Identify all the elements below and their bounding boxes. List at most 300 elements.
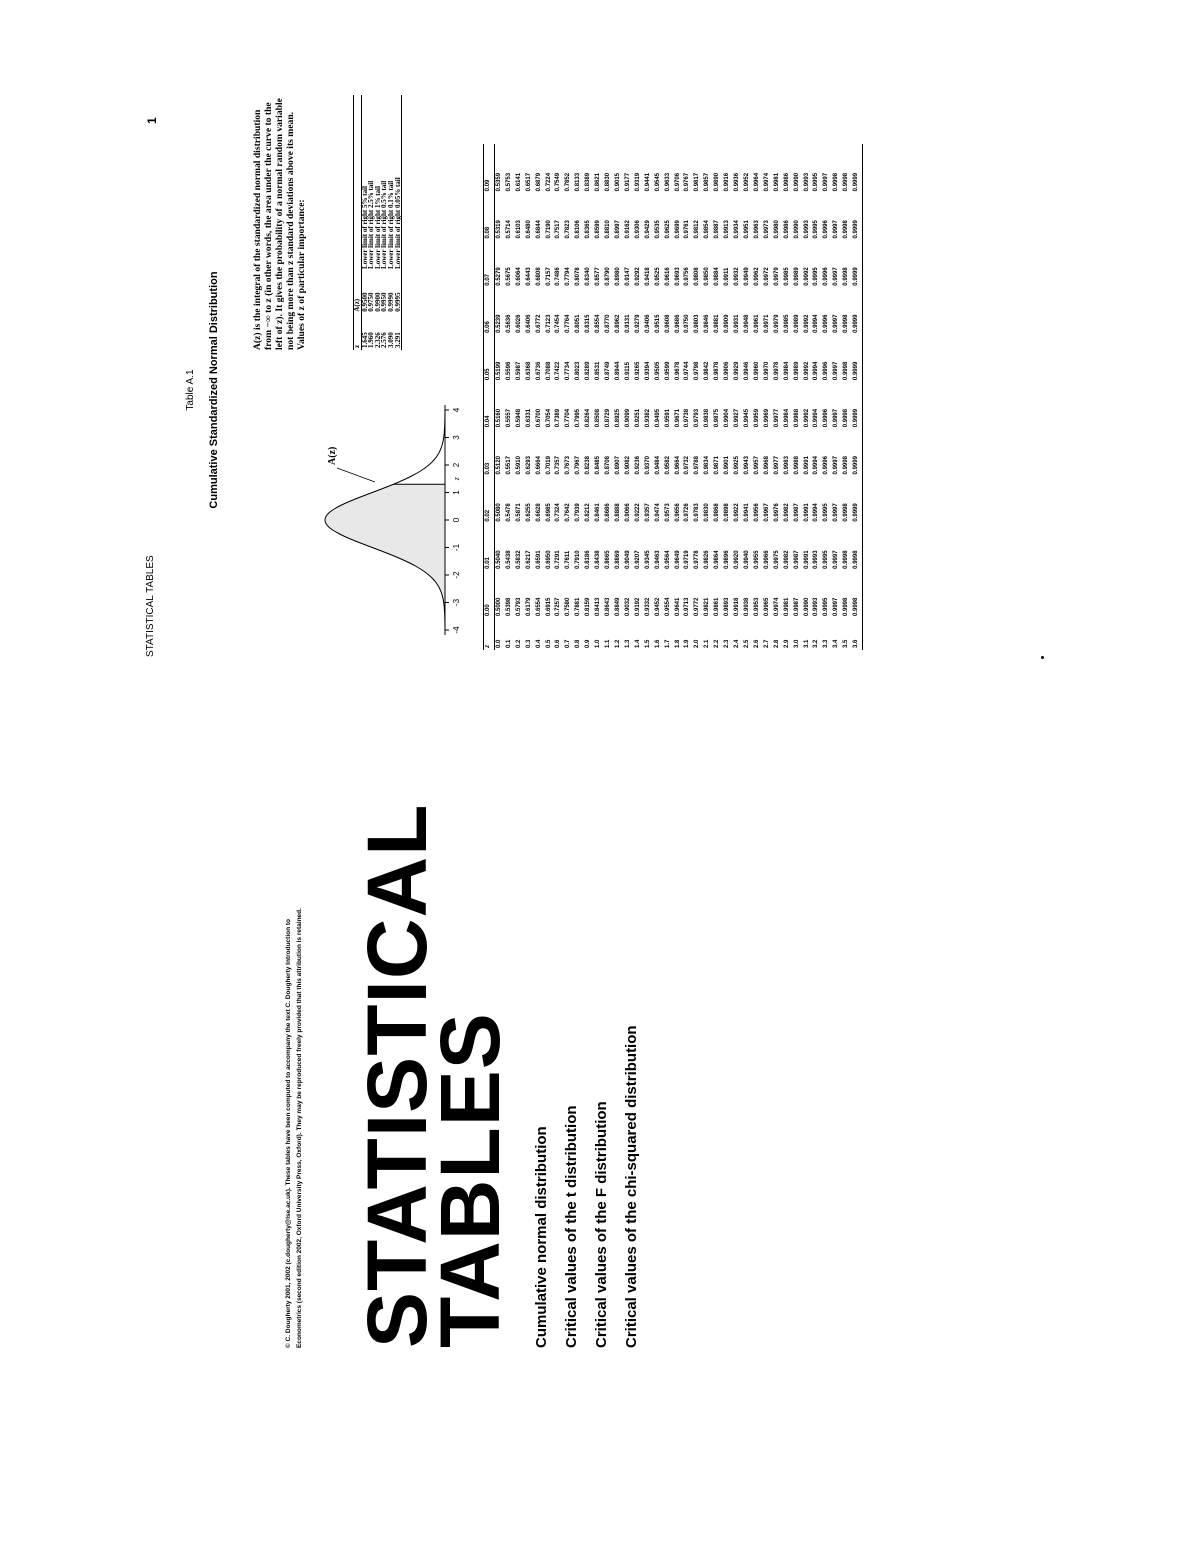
normal-table-cell: 0.9599: [664, 361, 671, 381]
key-values-cell: 0.9950: [380, 292, 389, 312]
normal-table-cell: 0.5832: [515, 550, 522, 569]
normal-table-cell: 0.9772: [694, 597, 701, 616]
normal-table-cell: 0.9864: [714, 550, 721, 569]
normal-table-cell: 0.9997: [833, 314, 840, 333]
normal-table-cell: 0.9956: [753, 503, 760, 522]
normal-table-cell: 0.9977: [773, 408, 780, 428]
normal-table-cell: 0.9192: [634, 597, 641, 616]
normal-table-cell: 0.9994: [813, 503, 820, 522]
normal-table-cell: 0.5120: [495, 456, 502, 475]
normal-table-cell: 0.5319: [495, 220, 502, 239]
normal-table-cell: 0.8212: [585, 503, 592, 522]
contents-item: Critical values of the chi-squared distribution: [623, 1025, 640, 1348]
normal-table-cell: 0.7673: [565, 456, 572, 475]
normal-table-cell: 0.7517: [555, 220, 562, 239]
normal-table-cell: 2.6: [753, 639, 760, 648]
normal-table-cell: 0.5199: [495, 361, 502, 381]
normal-table-cell: 0.9997: [833, 220, 840, 239]
normal-table-cell: 0.9732: [684, 456, 691, 475]
normal-table-cell: 0.5871: [515, 503, 522, 522]
key-values-cell: 0.9750: [367, 292, 376, 312]
normal-table-cell: 0.9972: [763, 267, 770, 286]
normal-table-cell: 0.9989: [793, 314, 800, 333]
normal-table-row: [594, 144, 604, 650]
normal-table-cell: 0.9929: [734, 361, 741, 381]
normal-table-cell: 0.7549: [555, 172, 562, 192]
normal-table-cell: 0.9999: [853, 267, 860, 286]
normal-table-cell: 0.9990: [793, 172, 800, 192]
normal-table-cell: 0.7486: [555, 267, 562, 286]
normal-table-cell: 0.9236: [634, 456, 641, 475]
normal-table-cell: 0.8665: [605, 550, 612, 569]
normal-table-cell: 0.9999: [853, 503, 860, 522]
normal-table-cell: 0.9977: [773, 456, 780, 475]
normal-table-row: [723, 144, 733, 650]
footnote-line: © C. Dougherty 2001, 2002 (c.dougherty@lse.ac.uk). These tables have been computed to accompany the text C. Dougherty Introduction to: [285, 918, 292, 1348]
stray-dot: [1041, 656, 1044, 659]
normal-table-cell: 0.9963: [753, 220, 760, 239]
normal-table-cell: 0.9945: [743, 408, 750, 428]
normal-table-cell: 1.4: [634, 639, 641, 648]
normal-table-cell: 0.9995: [823, 550, 830, 569]
normal-table-cell: 0.9971: [763, 314, 770, 333]
normal-table-cell: 0.9131: [624, 314, 631, 333]
curve-tick-label: 1: [452, 490, 461, 495]
normal-table-cell: 0.7967: [575, 456, 582, 475]
normal-table-cell: 2.2: [714, 639, 721, 648]
normal-table-row: [793, 144, 803, 650]
normal-table-cell: 0.9616: [664, 267, 671, 286]
normal-table-cell: 0.6331: [525, 408, 532, 428]
normal-table-cell: 0.9162: [624, 220, 631, 239]
normal-table-cell: 0.9901: [724, 456, 731, 475]
key-values-cell: 0.9990: [386, 292, 395, 312]
normal-table-cell: 0.6141: [515, 172, 522, 192]
normal-table-cell: 0.7257: [555, 597, 562, 616]
contents-item: Critical values of the F distribution: [593, 1101, 610, 1348]
normal-table-cell: 0.9147: [624, 267, 631, 286]
normal-table-cell: 0.8413: [595, 597, 602, 616]
normal-table-row: [683, 144, 693, 650]
normal-table-cell: 0.9713: [684, 597, 691, 616]
normal-table-cell: 0.9906: [724, 361, 731, 381]
curve-label-pointer: [337, 468, 375, 482]
normal-table-cell: 0.9998: [843, 220, 850, 239]
normal-table-cell: 0.9985: [783, 267, 790, 286]
normal-table-cell: 0.9993: [803, 220, 810, 239]
normal-table-cell: 0.8621: [595, 172, 602, 192]
normal-table-cell: 0.9979: [773, 314, 780, 333]
normal-table-cell: 0.9998: [843, 267, 850, 286]
normal-table-row: [753, 144, 763, 650]
normal-table-row: [584, 144, 594, 650]
normal-table-cell: 0.9332: [644, 597, 651, 616]
normal-table-cell: 0.9878: [714, 361, 721, 381]
normal-table-cell: 0.7611: [565, 550, 572, 569]
normal-table-cell: 0.8849: [614, 597, 621, 616]
table-label: Table A.1: [185, 369, 196, 411]
normal-table-cell: 0.8925: [614, 408, 621, 428]
normal-table-cell: 0.5000: [495, 597, 502, 616]
normal-table-cell: 0.8531: [595, 361, 602, 381]
normal-table-cell: 0.9099: [624, 408, 631, 428]
normal-table-cell: 0.9931: [734, 314, 741, 333]
normal-table-cell: 2.7: [763, 639, 770, 648]
normal-table-cell: 0.8997: [614, 220, 621, 239]
normal-table-cell: 0.9904: [724, 408, 731, 428]
normal-table-row: [644, 144, 654, 650]
key-values-cell: 3.291: [393, 332, 402, 348]
normal-table-cell: 0.9573: [664, 503, 671, 522]
key-values-cell: Lower limit of right 5% tail: [360, 186, 369, 269]
normal-table-cell: 0.9893: [724, 597, 731, 616]
normal-table-cell: 0.9495: [654, 408, 661, 428]
header-cell: A(z): [353, 298, 361, 312]
shaded-area: [325, 484, 445, 630]
normal-table-cell: 0.9767: [684, 172, 691, 192]
normal-table-cell: 0.9970: [763, 361, 770, 381]
normal-table-cell: 0.9992: [803, 267, 810, 286]
normal-table-cell: 0.9515: [654, 314, 661, 333]
normal-table-header-row: [484, 144, 495, 650]
normal-table-cell: 0.9857: [704, 172, 711, 192]
normal-table-cell: 0.9998: [843, 361, 850, 381]
normal-table-cell: 0.8133: [575, 172, 582, 192]
normal-table-cell: 0.9641: [674, 597, 681, 616]
normal-table-cell: 0.9292: [634, 267, 641, 286]
normal-table-cell: 0.7324: [555, 503, 562, 522]
normal-table-cell: 0.6844: [535, 220, 542, 239]
normal-table-cell: 0.6554: [535, 597, 542, 616]
normal-table-cell: 0.6480: [525, 220, 532, 239]
normal-table-cell: 0.9222: [634, 503, 641, 522]
normal-table-cell: 0.9778: [694, 550, 701, 569]
normal-table-cell: 0.5714: [505, 220, 512, 239]
normal-table-cell: 0.7995: [575, 408, 582, 428]
normal-table-cell: 0.9994: [813, 314, 820, 333]
normal-table-header-cell: 0.09: [485, 179, 491, 192]
normal-table-cell: 0.9974: [773, 597, 780, 616]
normal-table-cell: 0.7734: [565, 361, 572, 381]
normal-table-row: [564, 144, 574, 650]
normal-table-cell: 0.9115: [624, 362, 631, 381]
normal-table-cell: 0.9994: [813, 456, 820, 475]
normal-table-cell: 0.9998: [843, 314, 850, 333]
normal-table-cell: 0.5279: [495, 267, 502, 286]
normal-table-cell: 0.9987: [793, 503, 800, 522]
normal-table-cell: 0.9984: [783, 408, 790, 428]
normal-table-row: [505, 144, 515, 650]
normal-table-cell: 0.8980: [614, 267, 621, 286]
normal-table-cell: 0.9909: [724, 314, 731, 333]
normal-table-cell: 0.5596: [505, 361, 512, 381]
normal-table-cell: 0.9649: [674, 550, 681, 569]
key-values-cell: 3.090: [386, 332, 395, 348]
normal-table-row: [832, 144, 842, 650]
normal-table-cell: 0.9920: [734, 550, 741, 569]
normal-table-row: [614, 144, 624, 650]
normal-table-cell: 0.9925: [734, 456, 741, 475]
table-caption: [185, 90, 220, 690]
normal-table-cell: 0.9999: [853, 456, 860, 475]
normal-table-cell: 0.9995: [823, 597, 830, 616]
normal-table-cell: 1.2: [614, 639, 621, 648]
normal-table-cell: 0.9821: [704, 597, 711, 616]
normal-table-row: [763, 144, 773, 650]
normal-table-cell: 0.7357: [555, 456, 562, 475]
normal-table-cell: 0.7019: [545, 456, 552, 475]
normal-table-cell: 0.8365: [585, 220, 592, 239]
key-values-cell: Lower limit of right 0.5% tail: [380, 180, 389, 269]
normal-table-cell: 0.9633: [664, 172, 671, 192]
curve-tick-label: -4: [452, 626, 461, 634]
key-values-table-wrap: [353, 95, 402, 350]
normal-table-cell: 0.8264: [585, 408, 592, 428]
normal-table-cell: 0.9989: [793, 361, 800, 381]
normal-table-cell: 0.9890: [714, 172, 721, 192]
normal-table-cell: 0.5040: [495, 550, 502, 569]
contents-item: Critical values of the t distribution: [563, 1105, 580, 1348]
normal-table-header-cell: 0.07: [485, 274, 491, 286]
curve-tick-label: -3: [452, 598, 461, 607]
normal-table-cell: 0.9808: [694, 267, 701, 286]
normal-curve-figure: [305, 400, 465, 640]
normal-table-cell: 0.9994: [813, 361, 820, 381]
normal-table-cell: 0.9798: [694, 361, 701, 381]
cover-title-line2: TABLES: [423, 1012, 517, 1348]
normal-table-cell: 0.8770: [605, 314, 612, 333]
normal-table-cell: 0.9265: [634, 361, 641, 381]
normal-table-cell: 0.9969: [763, 408, 770, 428]
key-values-cell: 0.9995: [393, 292, 402, 312]
key-values-cell: Lower limit of right 0.05% tail: [393, 177, 402, 269]
normal-table-row: [634, 144, 644, 650]
normal-table-cell: 0.9817: [694, 172, 701, 192]
normal-table-cell: 0.5910: [515, 456, 522, 475]
key-values-cell: 1.960: [367, 332, 376, 348]
normal-table-cell: 0.8438: [595, 550, 602, 569]
normal-table-cell: 0.9838: [704, 408, 711, 428]
normal-table-cell: 0.9850: [704, 267, 711, 286]
normal-table-cell: 0.9988: [793, 456, 800, 475]
curve-tick-label: 0: [452, 517, 461, 523]
normal-table-cell: 0.6064: [515, 267, 522, 286]
normal-table-cell: 0.4: [535, 639, 542, 648]
normal-table-cell: 0.5398: [505, 597, 512, 616]
normal-table-cell: 0.7580: [565, 597, 572, 616]
normal-table-cell: 0.8749: [605, 361, 612, 381]
normal-table-cell: 0.9990: [803, 597, 810, 616]
normal-table-cell: 0.7088: [545, 361, 552, 381]
key-values-cell: 1.645: [360, 332, 369, 348]
normal-table-cell: 0.5080: [495, 503, 502, 522]
normal-table-cell: 0.9783: [694, 503, 701, 522]
normal-table-cell: 0.9793: [694, 408, 701, 428]
normal-table-row: [574, 144, 584, 650]
normal-table-cell: 1.1: [605, 639, 612, 648]
normal-table-row: [822, 144, 832, 650]
normal-table-cell: 0.9032: [624, 597, 631, 616]
curve-area-label: A(z): [327, 446, 338, 465]
normal-table-cell: 0.8461: [595, 503, 602, 522]
normal-table-cell: 0.9564: [664, 550, 671, 569]
normal-table-cell: 0.8830: [605, 172, 612, 192]
normal-table-row: [693, 144, 703, 650]
key-values-cell: 0.9900: [373, 292, 382, 312]
normal-table-cell: 2.5: [743, 639, 750, 648]
curve-z-label: z: [452, 477, 461, 481]
normal-table-cell: 0.7157: [545, 267, 552, 286]
normal-table-cell: 0.9973: [763, 220, 770, 239]
normal-table-cell: 0.9996: [823, 314, 830, 333]
normal-table-cell: 0.9999: [853, 220, 860, 239]
normal-table-cell: 0.9474: [654, 503, 661, 522]
normal-table-cell: 3.3: [823, 639, 830, 648]
normal-table-cell: 0.9965: [763, 597, 770, 616]
normal-table-cell: 0.9418: [644, 267, 651, 286]
normal-table-cell: 0.9279: [634, 314, 641, 333]
normal-table-cell: 0.8577: [595, 267, 602, 286]
normal-table-row: [733, 144, 743, 650]
normal-table-cell: 0.6368: [525, 361, 532, 381]
normal-table-cell: 0.8888: [614, 503, 621, 522]
normal-table-cell: 0.9998: [843, 172, 850, 192]
normal-table-cell: 2.0: [694, 639, 701, 648]
normal-table-row: [624, 144, 634, 650]
normal-table-row: [783, 144, 793, 650]
normal-table-cell: 3.6: [853, 639, 860, 648]
normal-table-cell: 0.9938: [743, 597, 750, 616]
normal-table-cell: 0.5: [545, 639, 552, 648]
normal-table-cell: 2.4: [734, 639, 741, 648]
normal-table-cell: 0.8729: [605, 408, 612, 428]
normal-table-cell: 0.6591: [535, 550, 542, 569]
normal-table-cell: 0.9015: [614, 172, 621, 192]
normal-table-cell: 0.9357: [644, 503, 651, 522]
normal-table-cell: 0.8708: [605, 456, 612, 475]
normal-table-cell: 0.8340: [585, 267, 592, 286]
normal-table-cell: 0.9978: [773, 361, 780, 381]
key-values-cell: 2.326: [373, 332, 382, 348]
normal-table-row: [852, 144, 862, 650]
normal-table-cell: 0.9999: [853, 172, 860, 192]
normal-table-cell: 0.9998: [843, 456, 850, 475]
normal-table-cell: 0.9826: [704, 550, 711, 569]
normal-table-cell: 3.4: [833, 639, 840, 648]
normal-table-cell: 0.9463: [654, 550, 661, 569]
normal-table-cell: 0.8962: [614, 314, 621, 333]
normal-table-cell: 0.9884: [714, 267, 721, 286]
normal-table-cell: 0.7454: [555, 314, 562, 333]
normal-table-wrap: [483, 144, 863, 650]
normal-table-row: [535, 144, 545, 650]
normal-table-cell: 0.8869: [614, 550, 621, 569]
normal-table-cell: 0.6700: [535, 408, 542, 428]
normal-table-cell: 0.8907: [614, 456, 621, 475]
normal-table-cell: 0.7291: [555, 550, 562, 569]
normal-table-row: [664, 144, 674, 650]
normal-table-cell: 2.1: [704, 639, 711, 648]
normal-table-cell: 0.6179: [525, 597, 532, 616]
normal-table-cell: 0.9952: [743, 172, 750, 192]
normal-table-cell: 0.5557: [505, 408, 512, 428]
normal-table-cell: 0.9943: [743, 456, 750, 475]
curve-tick-label: -1: [452, 543, 461, 552]
normal-table-cell: 0.9993: [803, 172, 810, 192]
normal-table-cell: 0.9082: [624, 456, 631, 475]
normal-table-cell: 0.9922: [734, 503, 741, 522]
normal-table-cell: 0.7823: [565, 220, 572, 239]
normal-table-cell: 0.9452: [654, 597, 661, 616]
normal-table-cell: 0.7852: [565, 172, 572, 192]
normal-table-cell: 0.7704: [565, 408, 572, 428]
normal-table-cell: 0.9960: [753, 361, 760, 381]
normal-table-cell: 0.9995: [823, 503, 830, 522]
normal-table-cell: 0.8810: [605, 220, 612, 239]
normal-table-cell: 0.9994: [813, 408, 820, 428]
normal-table-cell: 0.9345: [644, 550, 651, 569]
normal-table-cell: 0.9946: [743, 361, 750, 381]
normal-table-cell: 0.9441: [644, 172, 651, 192]
normal-table-cell: 0.8186: [585, 550, 592, 569]
normal-table-cell: 0.9842: [704, 361, 711, 381]
normal-table-cell: 0.8106: [575, 220, 582, 239]
copyright-footnote: [283, 908, 305, 1348]
normal-table-cell: 1.8: [674, 639, 681, 648]
curve-tick-label: 4: [452, 407, 461, 413]
normal-table-cell: 0.9997: [833, 408, 840, 428]
normal-distribution-table: [483, 144, 863, 650]
normal-table-cell: 0.8508: [595, 408, 602, 428]
normal-table-row: [803, 144, 813, 650]
normal-table-cell: 0.9693: [674, 267, 681, 286]
normal-table-cell: 1.6: [654, 639, 661, 648]
normal-table-cell: 0.9982: [783, 550, 790, 569]
normal-table-cell: 0.8599: [595, 220, 602, 239]
normal-table-cell: 0.7190: [545, 220, 552, 239]
normal-table-cell: 0.9955: [753, 550, 760, 569]
normal-table-cell: 0.9959: [753, 408, 760, 428]
normal-table-cell: 0.9997: [823, 172, 830, 192]
normal-table-header-cell: 0.08: [485, 226, 491, 239]
normal-table-cell: 0.9656: [674, 503, 681, 522]
normal-table-cell: 0.9927: [734, 408, 741, 428]
normal-table-header-cell: 0.04: [485, 415, 491, 428]
normal-table-cell: 0.5675: [505, 267, 512, 286]
normal-table-cell: 0.9975: [773, 550, 780, 569]
table-title: Cumulative Standardized Normal Distribution: [208, 271, 220, 509]
normal-table-cell: 0.6406: [525, 314, 532, 333]
normal-table-cell: 0.9875: [714, 408, 721, 428]
normal-table-cell: 0.9997: [833, 550, 840, 569]
normal-table-cell: 0.9932: [734, 267, 741, 286]
normal-table-cell: 0.8: [575, 639, 582, 648]
normal-table-cell: 0.5987: [515, 361, 522, 381]
normal-table-cell: 0.9834: [704, 456, 711, 475]
normal-table-cell: 0.9989: [793, 267, 800, 286]
normal-table-cell: 0.9984: [783, 361, 790, 381]
normal-table-cell: 3.1: [803, 639, 810, 648]
normal-table-cell: 0.9995: [813, 172, 820, 192]
normal-table-cell: 0.7422: [555, 361, 562, 381]
normal-table-cell: 0.9985: [783, 314, 790, 333]
normal-table-cell: 0.5438: [505, 550, 512, 569]
normal-table-cell: 0.9966: [763, 550, 770, 569]
normal-table-cell: 0.9962: [753, 267, 760, 286]
normal-table-cell: 0.9306: [634, 220, 641, 239]
key-values-cell: 2.576: [380, 332, 389, 348]
normal-table-cell: 0.9997: [833, 503, 840, 522]
